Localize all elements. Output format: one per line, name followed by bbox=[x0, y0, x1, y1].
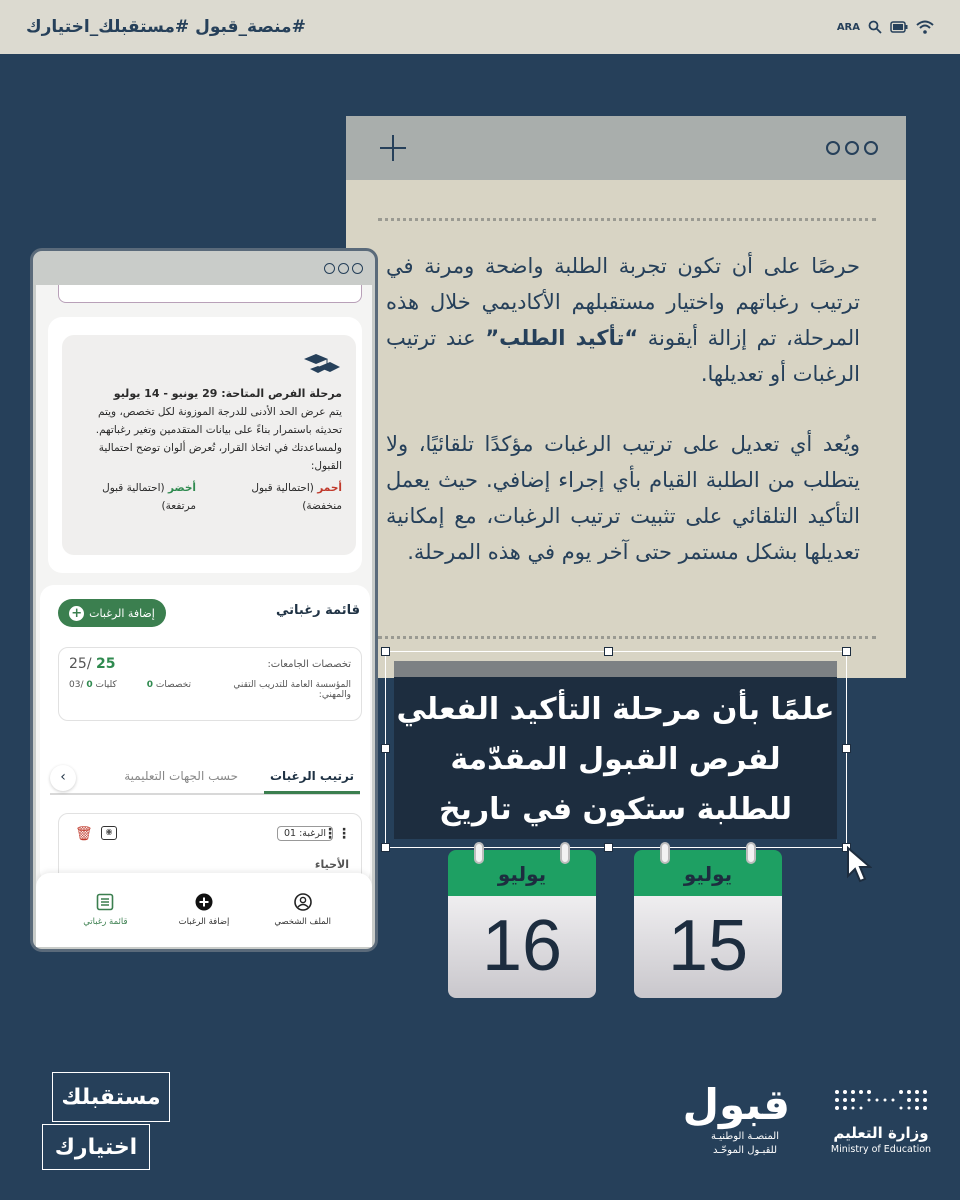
resize-handle[interactable] bbox=[604, 843, 613, 852]
calendar-ring bbox=[746, 842, 756, 864]
resize-handle[interactable] bbox=[842, 744, 851, 753]
majors-stat: تخصصات 0 bbox=[146, 680, 191, 690]
phone-mockup bbox=[30, 248, 378, 952]
stats-box bbox=[58, 647, 362, 721]
uni-label: تخصصات الجامعات: bbox=[267, 658, 351, 670]
top-bar bbox=[0, 0, 960, 54]
battery-icon bbox=[890, 21, 908, 33]
info-title: مرحلة الفرص المتاحة: 29 يونيو - 14 يوليو bbox=[113, 387, 342, 400]
calendar-july-15 bbox=[634, 850, 782, 1000]
tab-by-institution[interactable]: حسب الجهات التعليمية bbox=[124, 769, 238, 783]
uni-stats-row bbox=[69, 656, 351, 672]
chevron-left-icon[interactable]: › bbox=[50, 765, 76, 791]
future-choice-logo bbox=[48, 1072, 172, 1172]
status-area bbox=[837, 20, 934, 34]
future-line-2: اختيارك bbox=[42, 1124, 150, 1170]
resize-handle[interactable] bbox=[381, 647, 390, 656]
future-line-1: مستقبلك bbox=[52, 1072, 170, 1122]
legend-red: أحمر (احتمالية قبول منخفضة) bbox=[251, 482, 342, 512]
hashtag-title: #منصة_قبول #مستقبلك_اختيارك bbox=[26, 17, 306, 37]
delete-icon[interactable]: 🗑 bbox=[75, 826, 93, 842]
bottom-nav bbox=[36, 873, 372, 947]
wish-major: الأحياء bbox=[314, 858, 349, 871]
language-label[interactable]: ARA bbox=[836, 21, 860, 33]
nav-profile-label: الملف الشخصي bbox=[274, 917, 332, 927]
drag-handle-icon[interactable]: ⋮⋮ bbox=[323, 826, 351, 842]
plus-icon[interactable] bbox=[378, 133, 408, 163]
calendar-day: 16 bbox=[448, 896, 596, 998]
resize-handle[interactable] bbox=[604, 647, 613, 656]
nav-profile[interactable] bbox=[263, 893, 343, 927]
callout-line-2: لفرص القبول المقدّمة bbox=[450, 742, 781, 777]
add-wishes-button[interactable] bbox=[58, 599, 166, 627]
moe-logo bbox=[826, 1084, 936, 1168]
calendar-day: 15 bbox=[634, 896, 782, 998]
add-icon: + bbox=[69, 606, 84, 621]
graduation-caps-icon bbox=[302, 349, 342, 379]
app-screen bbox=[36, 285, 372, 947]
search-card[interactable] bbox=[58, 285, 362, 303]
wish-number-badge: الرغبة: 01 bbox=[277, 826, 333, 841]
moe-emblem-icon bbox=[829, 1084, 933, 1118]
resize-handle[interactable] bbox=[381, 744, 390, 753]
qubool-sub-1: المنصـة الوطنيـة bbox=[710, 1131, 780, 1142]
note-paragraph-2: ويُعد أي تعديل على ترتيب الرغبات مؤكدًا تلقائيًا، ولا يتطلب من الطلبة القيام بأي إجراء إضافي. حيث يعمل التأكيد التلقائي على تثبيت ترتيب الرغبات، مع إمكانية تعديلها بشكل مستمر حتى آخر يوم في هذه المرحلة. bbox=[386, 432, 860, 564]
calendar-ring bbox=[560, 842, 570, 864]
tvtc-label: المؤسسة العامة للتدريب التقني والمهني: bbox=[233, 680, 351, 700]
note-paragraph-1: حرصًا على أن تكون تجربة الطلبة واضحة ومرنة في ترتيب رغباتهم واختيار مستقبلهم الأكاديمي خلال هذه المرحلة، تم إزالة أيقونة “تأكيد الطلب” عند ترتيب الرغبات أو تعديلها. bbox=[386, 254, 860, 386]
nav-list-label: قائمة رغباتي bbox=[83, 917, 128, 927]
profile-icon bbox=[294, 893, 312, 911]
more-options-icon[interactable] bbox=[826, 141, 878, 155]
legend-row bbox=[76, 479, 342, 515]
info-box bbox=[62, 335, 356, 555]
moe-english: Ministry of Education bbox=[830, 1144, 932, 1155]
qubool-logo bbox=[682, 1080, 790, 1170]
confirm-request-label: “تأكيد الطلب” bbox=[485, 326, 639, 350]
tab-wish-order[interactable]: ترتيب الرغبات bbox=[264, 762, 360, 794]
resize-handle[interactable] bbox=[381, 843, 390, 852]
resize-handle[interactable] bbox=[842, 647, 851, 656]
qubool-sub-2: للقبـول الموحّـد bbox=[712, 1145, 778, 1156]
search-icon[interactable] bbox=[868, 20, 882, 34]
calendar-month: يوليو bbox=[448, 850, 596, 896]
divider bbox=[378, 218, 876, 221]
legend-green: أخضر (احتمالية قبول مرتفعة) bbox=[102, 482, 196, 512]
nav-wishlist[interactable] bbox=[65, 893, 145, 927]
info-body: يتم عرض الحد الأدنى للدرجة الموزونة لكل تخصص، ويتم تحديثه باستمرار بناءً على بيانات المتقدمين وتغير رغباتهم. ولمساعدتك في اتخاذ القرار، تُعرض ألوان توضح احتمالية القبول: bbox=[95, 406, 342, 472]
note-card bbox=[346, 116, 906, 678]
nav-add-label: إضافة الرغبات bbox=[178, 917, 230, 927]
colleges-stat: كليات 0 /03 bbox=[69, 680, 117, 690]
callout-line-1: علمًا بأن مرحلة التأكيد الفعلي bbox=[396, 692, 835, 727]
selection-frame[interactable] bbox=[385, 651, 847, 848]
calendar-july-16 bbox=[448, 850, 596, 1000]
calendar-ring bbox=[660, 842, 670, 864]
tabs-bar bbox=[50, 763, 360, 795]
more-options-icon[interactable] bbox=[324, 263, 363, 274]
qubool-name: قبول bbox=[682, 1080, 790, 1129]
uni-count: 25 /25 bbox=[69, 656, 116, 672]
phone-header bbox=[33, 251, 375, 285]
view-icon[interactable]: ◉ bbox=[101, 826, 117, 840]
list-icon bbox=[96, 893, 114, 911]
divider bbox=[378, 636, 876, 639]
calendar-ring bbox=[474, 842, 484, 864]
nav-add-wishes[interactable] bbox=[164, 893, 244, 927]
moe-arabic: وزارة التعليم bbox=[833, 1124, 929, 1142]
cursor-icon bbox=[846, 846, 872, 884]
wifi-icon bbox=[916, 20, 934, 34]
note-header bbox=[346, 116, 906, 180]
add-circle-icon bbox=[195, 893, 213, 911]
wishes-button-label: إضافة الرغبات bbox=[89, 606, 155, 620]
calendar-month: يوليو bbox=[634, 850, 782, 896]
tvtc-stats-row bbox=[69, 680, 351, 700]
callout-line-3: للطلبة ستكون في تاريخ bbox=[438, 792, 793, 827]
wishlist-title: قائمة رغباتي bbox=[276, 603, 360, 618]
